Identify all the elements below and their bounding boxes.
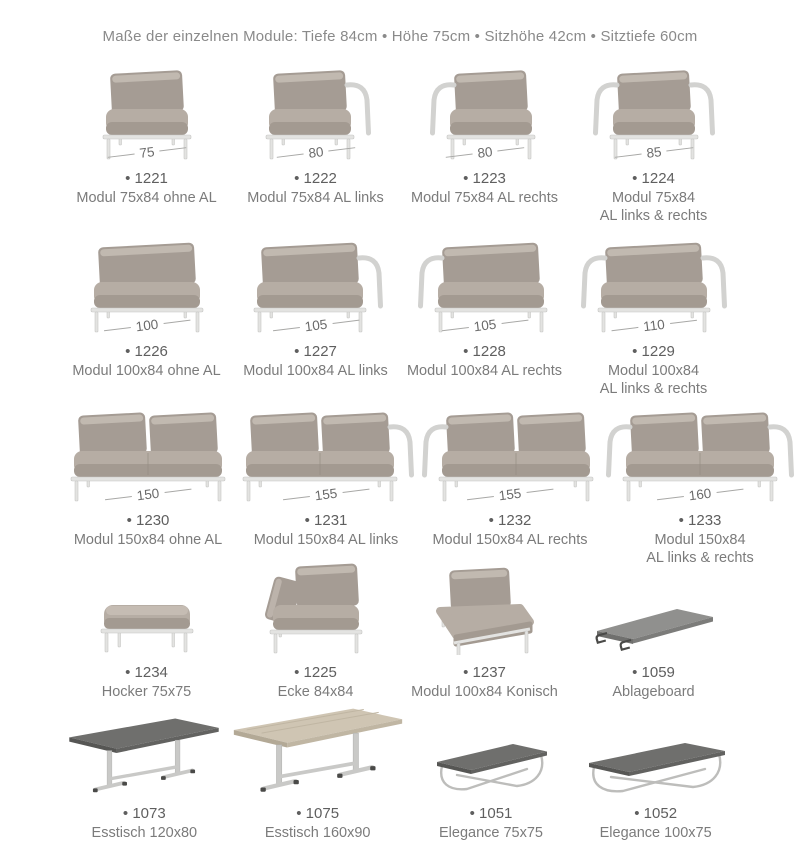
product-illustration <box>62 407 234 503</box>
product-card <box>409 718 574 842</box>
product-label-line2: AL links & rechts <box>646 549 754 566</box>
dimension-line <box>716 488 743 492</box>
product-label: Modul 150x84 AL links <box>253 531 399 548</box>
product-code: • 1233 <box>678 511 722 529</box>
product-label: Modul 150x84 AL rechts <box>432 531 588 548</box>
dimension-line <box>611 327 638 331</box>
product-card <box>602 407 798 568</box>
dimension-line <box>103 327 130 331</box>
dimension-line <box>467 496 494 500</box>
dimension-line <box>328 147 355 151</box>
page-title: Maße der einzelnen Module: Tiefe 84cm • Höhe 75cm • Sitzhöhe 42cm • Sitztiefe 60cm <box>102 28 698 45</box>
product-label: Hocker 75x75 <box>101 684 192 701</box>
dimension-line <box>441 327 468 331</box>
coffee-table-image <box>581 736 731 796</box>
dimension-line <box>666 147 693 151</box>
product-code: • 1075 <box>296 804 340 822</box>
product-illustration <box>602 407 798 503</box>
product-card <box>418 407 602 568</box>
product-label: Esstisch 160x90 <box>264 824 371 841</box>
dimension-line <box>497 147 524 151</box>
dimension-line <box>445 154 472 158</box>
product-code: • 1227 <box>294 342 337 360</box>
product-illustration <box>400 573 569 655</box>
product-card <box>62 238 231 399</box>
product-label-line2: AL links & rechts <box>599 381 708 398</box>
product-illustration <box>573 718 738 796</box>
product-label: Elegance 75x75 <box>438 824 543 841</box>
product-label: Modul 100x84 AL rechts <box>406 362 563 379</box>
product-code: • 1229 <box>632 342 675 360</box>
product-label: Modul 75x84 <box>611 190 696 206</box>
product-illustration <box>569 573 738 655</box>
product-illustration <box>62 718 227 796</box>
product-card <box>400 65 569 226</box>
product-illustration <box>231 573 400 655</box>
product-illustration <box>231 238 400 334</box>
product-card <box>231 65 400 226</box>
product-row-75 <box>62 65 738 226</box>
product-row-special <box>62 573 738 701</box>
product-card <box>62 407 234 568</box>
dimension-line <box>614 154 641 158</box>
product-code: • 1232 <box>488 511 532 529</box>
product-card <box>227 718 409 842</box>
dimension-line <box>276 154 303 158</box>
product-illustration <box>400 238 569 334</box>
product-illustration <box>231 65 400 161</box>
product-label: Modul 75x84 AL rechts <box>411 190 558 206</box>
dining-table-image <box>63 709 225 796</box>
product-label: Modul 100x84 ohne AL <box>72 362 221 379</box>
dimension-line <box>105 496 132 500</box>
dimension-line <box>164 488 191 492</box>
product-label: Modul 75x84 AL links <box>247 190 384 206</box>
product-illustration <box>400 65 569 161</box>
product-code: • 1228 <box>463 342 506 360</box>
product-label: Esstisch 120x80 <box>91 824 198 841</box>
product-label: Modul 75x84 ohne AL <box>76 190 217 206</box>
dimension-line <box>272 327 299 331</box>
product-card <box>62 65 231 226</box>
dimension-value: 75 <box>138 144 155 161</box>
dimension-line <box>657 496 684 500</box>
shelf-board-image <box>589 597 719 655</box>
product-card <box>234 407 418 568</box>
coffee-table-image <box>429 736 553 796</box>
ottoman-image <box>96 597 198 655</box>
product-row-100 <box>62 238 738 399</box>
dimension-line <box>332 320 359 324</box>
dimension-line <box>501 320 528 324</box>
product-code: • 1221 <box>125 170 168 187</box>
dimension-value: 85 <box>645 144 662 161</box>
product-label: Modul 150x84 <box>654 531 746 548</box>
dimension-value: 155 <box>497 485 523 503</box>
product-row-150 <box>62 407 754 568</box>
dimension-line <box>159 147 186 151</box>
dimension-line <box>669 320 696 324</box>
product-illustration <box>409 718 574 796</box>
product-illustration <box>569 65 738 161</box>
product-code: • 1224 <box>632 170 675 187</box>
dimension-line <box>342 488 369 492</box>
dimension-line <box>107 154 134 158</box>
product-row-tables <box>62 718 738 842</box>
dimension-value: 160 <box>687 485 713 503</box>
product-card <box>62 573 231 701</box>
dining-table-image <box>227 698 409 796</box>
dimension-value: 80 <box>476 144 493 161</box>
product-code: • 1223 <box>463 170 506 187</box>
product-illustration <box>234 407 418 503</box>
product-code: • 1222 <box>294 170 337 187</box>
dimension-value: 100 <box>134 316 159 335</box>
product-label: Ecke 84x84 <box>277 684 354 701</box>
product-code: • 1226 <box>125 342 168 360</box>
product-illustration <box>227 718 409 796</box>
product-code: • 1225 <box>294 664 337 682</box>
dimension-value: 105 <box>472 316 497 335</box>
dimension-line <box>283 496 310 500</box>
product-code: • 1059 <box>632 664 675 682</box>
dimension-value: 155 <box>313 485 339 503</box>
product-card <box>569 573 738 701</box>
dimension-value: 150 <box>135 485 161 503</box>
product-label: Modul 100x84 Konisch <box>411 684 558 701</box>
dimension-value: 80 <box>307 144 324 161</box>
dimension-line <box>163 320 190 324</box>
product-card <box>231 238 400 399</box>
product-illustration <box>418 407 602 503</box>
dimension-value: 105 <box>303 316 328 335</box>
product-code: • 1073 <box>122 804 166 822</box>
product-card <box>573 718 738 842</box>
product-label-line2: AL links & rechts <box>599 208 708 225</box>
product-card <box>62 718 227 842</box>
product-label: Ablageboard <box>612 684 695 701</box>
product-card <box>400 573 569 701</box>
product-code: • 1237 <box>463 664 506 682</box>
corner-module-image <box>261 561 371 655</box>
product-illustration <box>62 65 231 161</box>
product-card <box>400 238 569 399</box>
product-grid <box>62 65 754 842</box>
product-label: Modul 150x84 ohne AL <box>73 531 223 548</box>
product-illustration <box>62 238 231 334</box>
product-code: • 1231 <box>304 511 348 529</box>
product-label: Modul 100x84 AL links <box>243 362 388 379</box>
product-code: • 1052 <box>634 804 678 822</box>
product-illustration <box>62 573 231 655</box>
product-label: Modul 100x84 <box>607 362 700 379</box>
dimension-line <box>526 488 553 492</box>
product-code: • 1230 <box>126 511 170 529</box>
product-card <box>231 573 400 701</box>
product-code: • 1234 <box>125 664 168 682</box>
dimension-value: 110 <box>641 316 666 335</box>
product-card <box>569 238 738 399</box>
product-illustration <box>569 238 738 334</box>
conical-module-image <box>428 563 542 655</box>
product-card <box>569 65 738 226</box>
product-label: Elegance 100x75 <box>599 824 712 841</box>
product-code: • 1051 <box>469 804 513 822</box>
